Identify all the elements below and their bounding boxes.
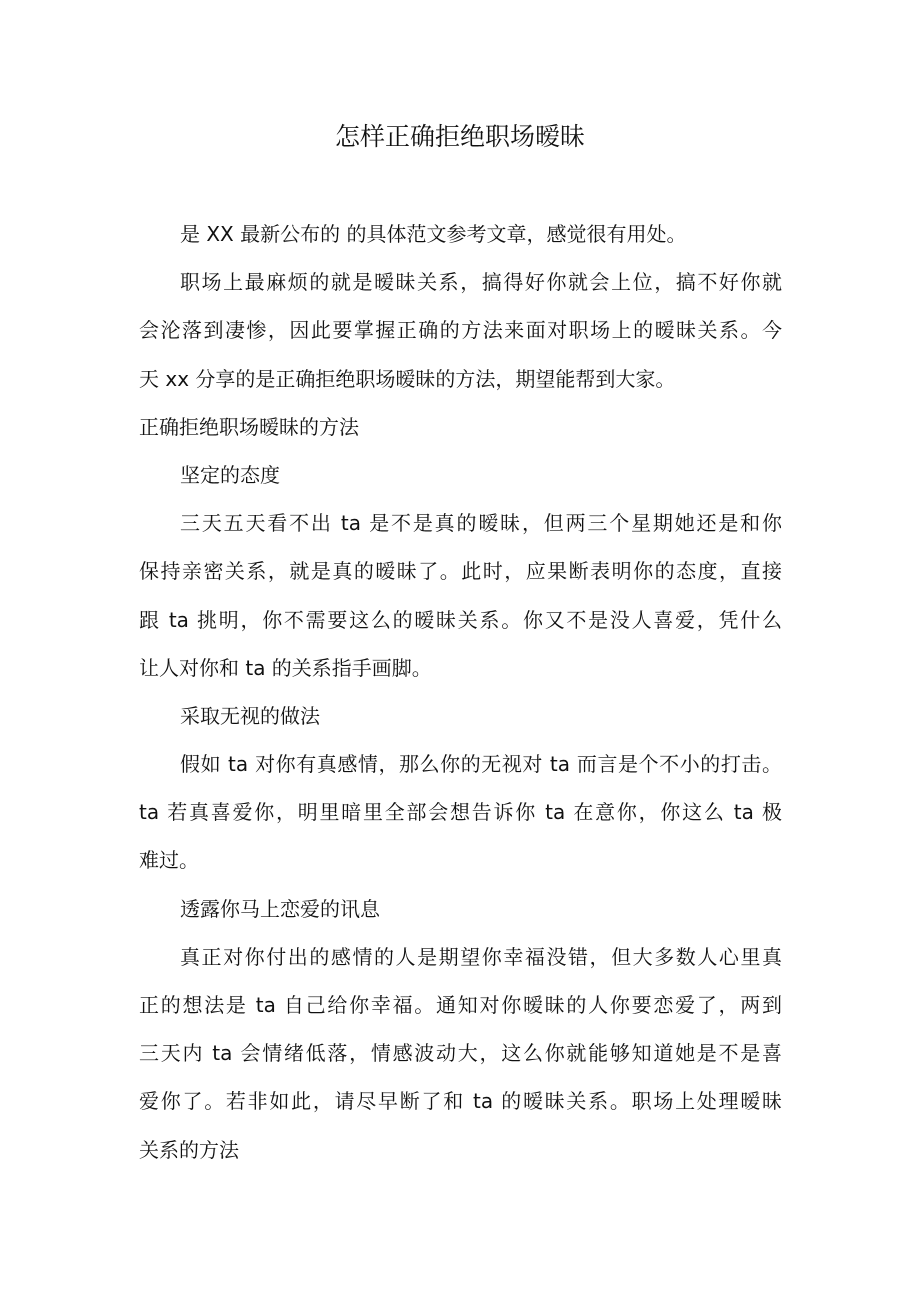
text-line: 让人对你和 ta 的关系指手画脚。	[139, 655, 432, 680]
text-line: 三天五天看不出 ta 是不是真的暧昧，但两三个星期她还是和你	[180, 511, 782, 536]
text-line: 职场上最麻烦的就是暧昧关系，搞得好你就会上位，搞不好你就	[180, 270, 782, 295]
text-line: 难过。	[139, 848, 199, 873]
text-line: 假如 ta 对你有真感情，那么你的无视对 ta 而言是个不小的打击。	[180, 752, 782, 777]
text-line: ta 若真喜爱你，明里暗里全部会想告诉你 ta 在意你，你这么 ta 极	[139, 800, 782, 825]
text-line: 天 xx 分享的是正确拒绝职场暧昧的方法，期望能帮到大家。	[139, 366, 676, 391]
text-line: 正确拒绝职场暧昧的方法	[139, 414, 359, 439]
text-line: 真正对你付出的感情的人是期望你幸福没错，但大多数人心里真	[180, 944, 782, 969]
text-line: 爱你了。若非如此，请尽早断了和 ta 的暧昧关系。职场上处理暧昧	[139, 1089, 782, 1114]
text-line: 关系的方法	[139, 1137, 239, 1162]
text-line: 采取无视的做法	[180, 703, 320, 728]
document-body	[139, 216, 782, 1180]
text-line: 坚定的态度	[180, 462, 280, 487]
document-title: 怎样正确拒绝职场暧昧	[334, 122, 585, 151]
text-line: 三天内 ta 会情绪低落，情感波动大，这么你就能够知道她是不是喜	[139, 1041, 782, 1066]
text-line: 是 XX 最新公布的 的具体范文参考文章，感觉很有用处。	[180, 222, 687, 246]
text-line: 跟 ta 挑明，你不需要这么的暧昧关系。你又不是没人喜爱，凭什么	[139, 607, 782, 632]
text-line: 正的想法是 ta 自己给你幸福。通知对你暧昧的人你要恋爱了，两到	[139, 993, 782, 1017]
text-line: 保持亲密关系，就是真的暧昧了。此时，应果断表明你的态度，直接	[139, 559, 782, 584]
text-line: 透露你马上恋爱的讯息	[180, 896, 380, 921]
text-line: 会沦落到凄惨，因此要掌握正确的方法来面对职场上的暧昧关系。今	[139, 318, 782, 343]
